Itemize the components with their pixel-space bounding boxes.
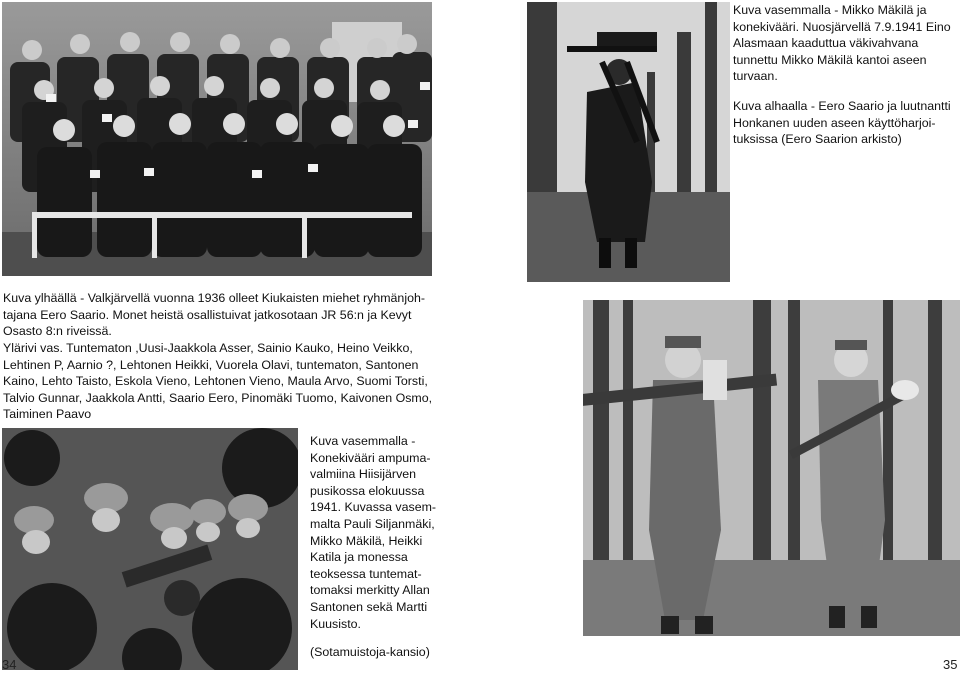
caption-source: (Sotamuistoja-kansio) bbox=[310, 645, 430, 660]
page-number-left: 34 bbox=[2, 657, 17, 672]
soldiers-weapon-training-photo bbox=[583, 300, 960, 636]
caption-machine-gun-carrier: Kuva vasemmalla - Mikko Mäkilä ja konekivääri. Nuosjärvellä 7.9.1941 Eino Alasmaan kaaduttua väkivahvana tunnettu Mikko Mäkilä kantoi aseen turvaan. bbox=[733, 3, 951, 84]
caption-weapon-training: Kuva alhaalla - Eero Saario ja luutnantti Honkanen uuden aseen käyttöharjoi-tuksissa (Eero Saarion arkisto) bbox=[733, 99, 951, 147]
group-portrait-photo bbox=[2, 2, 432, 276]
caption-names-list: Ylärivi vas. Tuntematon ,Uusi-Jaakkola Asser, Sainio Kauko, Heino Veikko, Lehtinen P, Aarnio ?, Lehtonen Heikki, Vuorela Olavi, tuntematon, Santonen Kaino, Lehto Taisto, Eskola Vieno, Lehtonen Vieno, Maula Arvo, Suomi Torsti, Talvio Gunnar, Jaakkola Antti, Saario Eero, Pinomäki Tuomo, Kaivonen Osmo, Taiminen Paavo bbox=[3, 341, 433, 422]
page-number-right: 35 bbox=[943, 657, 958, 672]
machine-gun-carrier-photo bbox=[527, 2, 730, 282]
soldiers-in-bushes-photo bbox=[2, 428, 298, 670]
caption-group-portrait: Kuva ylhäällä - Valkjärvellä vuonna 1936 olleet Kiukaisten miehet ryhmänjoh-tajana Eero Saario. Monet heistä osallistuivat jatkosotaan JR 56:n ja Kevyt Osasto 8:n riveissä. bbox=[3, 291, 425, 339]
caption-machine-gun-ready: Kuva vasemmalla - Konekivääri ampuma-valmiina Hiisijärven pusikossa elokuussa 1941. Kuvassa vasem-malta Pauli Siljanmäki, Mikko Mäkilä, Heikki Katila ja monessa teoksessa tuntemat-tomaksi merkitty Allan Santonen sekä Martti Kuusisto. (Sotamuistoja-kansio) bbox=[310, 433, 450, 661]
